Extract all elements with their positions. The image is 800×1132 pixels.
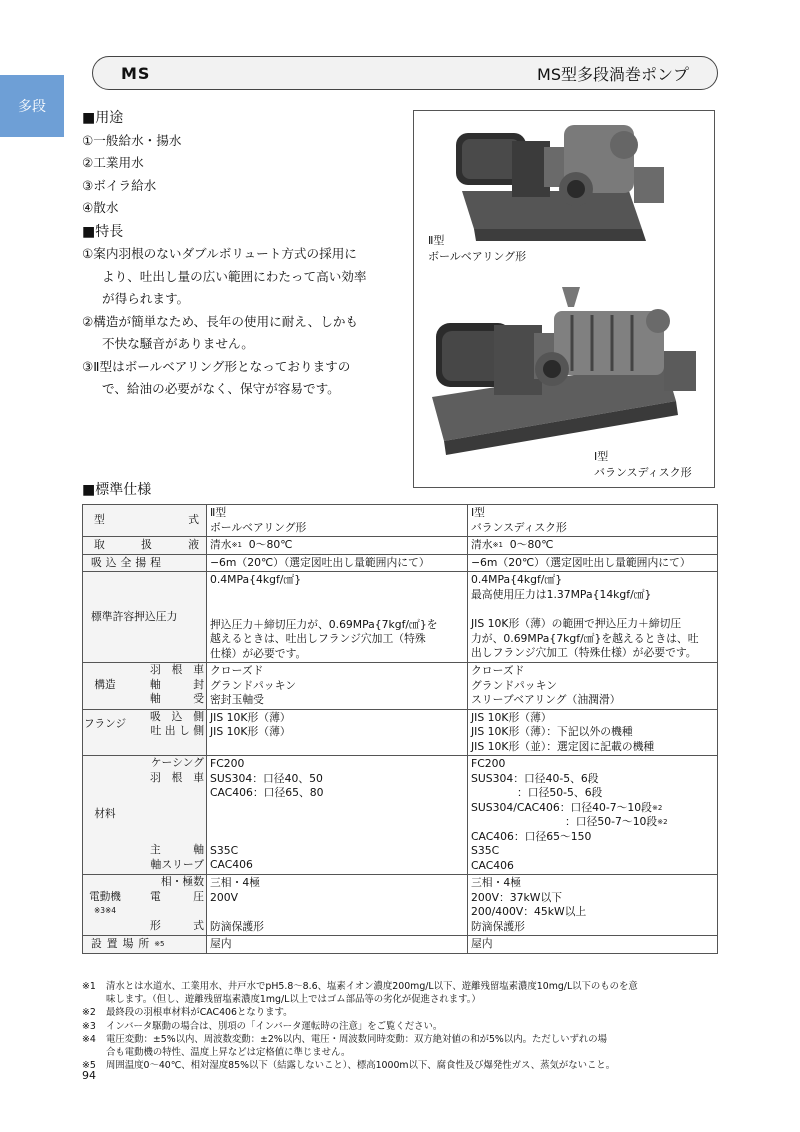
feature-line: で、給油の必要がなく、保守が容易です。 — [102, 381, 340, 396]
table-row: フランジ 吸 込 側 吐 出 し 側 JIS 10K形（薄） JIS 10K形（薄） JIS 10K形（薄） JIS 10K形（薄）：下記以外の機種 JIS 10K形（並）：選定図に記載の機種 — [83, 709, 718, 756]
use-item: ④散水 — [82, 200, 119, 215]
model-code: MS — [121, 63, 151, 83]
description-column — [82, 106, 397, 404]
feature-line: ③Ⅱ型はボールベアリング形となっておりますの — [82, 358, 351, 374]
table-row: 材料 ケーシング 羽 根 車 主 軸 軸スリーブ FC200 SUS304：口径40、50 CAC406：口径65、80 S35C CAC406 FC200 SUS304：口径40-5、6段 ：口径50-5、6段 SUS304/CAC406：口径40-7～10段$^{※2}$ ：口径50-7～10段$^{※2}$ CAC406：口径65～150 S35C CAC406 — [83, 756, 718, 875]
feature-line: より、吐出し量の広い範囲にわたって高い効率 — [102, 268, 367, 284]
footnote: ※3 インバータ駆動の場合は、別項の「インバータ運転時の注意」をご覧ください。 — [82, 1020, 443, 1032]
use-item: ①一般給水・揚水 — [82, 132, 182, 148]
feature-line: 不快な騒音がありません。 — [102, 336, 254, 351]
table-row: 標準許容押込圧力 0.4MPa{4kgf/㎠} 押込圧力＋締切圧力が、0.69MPa{7kgf/㎠}を 越えるときは、吐出しフランジ穴加工（特殊 仕様）が必要です。 0.4MPa{4kgf/㎠} 最高使用圧力は1.37MPa{14kgf/㎠} JIS 10K形（薄）の範囲で押込圧力＋締切圧 力が、0.69MPa{7kgf/㎠}を越えるときは、吐 出しフランジ穴加工（特殊仕様）が必要です。 — [83, 572, 718, 663]
use-item: ②工業用水 — [82, 155, 144, 170]
spec-heading: ■標準仕様 — [82, 482, 152, 498]
use-item: ③ボイラ給水 — [82, 177, 157, 193]
table-row: 吸込全揚程 −6m（20℃）（選定図吐出し量範囲内にて） −6m（20℃）（選定図吐出し量範囲内にて） — [83, 554, 718, 572]
footnote: ※2 最終段の羽根車材料がCAC406となります。 — [82, 1007, 293, 1019]
feature-line: ②構造が簡単なため、長年の使用に耐え、しかも — [82, 313, 359, 329]
footnotes — [82, 980, 718, 1072]
feature-line: が得られます。 — [102, 291, 190, 306]
spec-table — [82, 504, 718, 954]
footnote: ※4 電圧変動：±5%以内、周波数変動：±2%以内、電圧・周波数同時変動：双方絶対値の和が5%以内。ただしいずれの場 合も電動機の特性、温度上昇などは定格値に準じません。 — [82, 1033, 607, 1059]
uses-heading: ■用途 — [82, 110, 124, 126]
photo-caption-bottom — [594, 449, 692, 481]
photo-caption-top — [428, 233, 526, 265]
side-tab: 多段 — [0, 75, 64, 137]
table-row: 取 扱 液 清水$^{※1}$ 0～80℃ 清水$^{※1}$ 0～80℃ — [83, 537, 718, 555]
pump-illustration — [414, 111, 714, 487]
page-header — [92, 56, 718, 90]
footnote: ※1 清水とは水道水、工業用水、井戸水でpH5.8～8.6、塩素イオン濃度200mg/L以下、遊離残留塩素濃度10mg/L以下のものを意 味します。（但し、遊離残留塩素濃度1mg/L以上ではゴム部品等の劣化が促進されます。） — [82, 981, 638, 1006]
table-row: 型 式 Ⅱ型 ボールベアリング形 Ⅰ型 バランスディスク形 — [83, 505, 718, 537]
page-number: 94 — [82, 1069, 96, 1082]
pump-type-1-image — [432, 287, 696, 455]
table-row: 電動機 ※3※4 相・極数 電 圧 形 式 三相・4極 200V 防滴保護形 三相・4極 200V：37kW以下 200/400V：45kW以上 防滴保護形 — [83, 875, 718, 936]
caption-line: ボールベアリング形 — [428, 250, 527, 263]
product-photo-box — [413, 110, 715, 488]
footnote: ※5 周囲温度0～40℃、相対湿度85%以下（結露しないこと）、標高1000m以下、腐食性及び爆発性ガス、蒸気がないこと。 — [82, 1060, 616, 1072]
pump-type-2-image — [456, 125, 664, 241]
features-heading: ■特長 — [82, 223, 124, 240]
caption-line: バランスディスク形 — [594, 466, 692, 479]
caption-line: Ⅰ型 — [594, 450, 609, 463]
page-title: MS型多段渦巻ポンプ — [537, 64, 689, 84]
feature-line: ①案内羽根のないダブルボリュート方式の採用に — [82, 246, 357, 261]
table-row: 構造 羽 根 車 軸 封 軸 受 クローズド グランドパッキン 密封玉軸受 クローズド グランドパッキン スリーブベアリング（油潤滑） — [83, 663, 718, 710]
table-row: 設置場所$^{※5}$ 屋内 屋内 — [83, 936, 718, 954]
caption-line: Ⅱ型 — [428, 234, 445, 247]
